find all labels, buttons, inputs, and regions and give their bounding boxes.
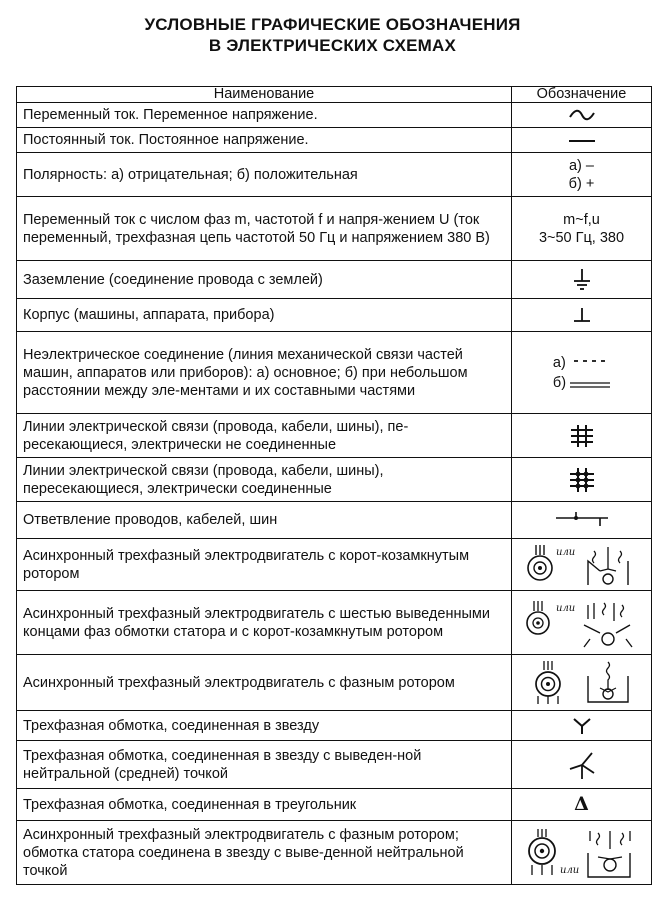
row-symbol	[512, 332, 652, 414]
row-symbol	[512, 414, 652, 458]
ac-phase-example: 3~50 Гц, 380	[538, 229, 625, 246]
row-name: Асинхронный трехфазный электродвигатель с корот-козамкнутым ротором	[17, 539, 512, 591]
row-name: Трехфазная обмотка, соединенная в треугольник	[17, 789, 512, 821]
table-row	[17, 539, 652, 591]
row-name: Трехфазная обмотка, соединенная в звезду с выведен-ной нейтральной (средней) точкой	[17, 741, 512, 789]
polarity-symbol	[569, 157, 595, 193]
polarity-negative: а) –	[568, 157, 594, 174]
row-symbol	[512, 103, 652, 128]
row-symbol	[512, 655, 652, 711]
table-row	[17, 197, 652, 261]
connected-wires-icon	[568, 466, 596, 494]
table-row	[17, 299, 652, 332]
row-symbol	[512, 458, 652, 502]
table-row	[17, 458, 652, 502]
table-row	[17, 332, 652, 414]
table-row	[17, 821, 652, 885]
row-name: Линии электрической связи (провода, кабели, шины), пе-ресекающиеся, электрически не соединенные	[17, 414, 512, 458]
row-name: Полярность: а) отрицательная; б) положительная	[17, 153, 512, 197]
row-symbol	[512, 299, 652, 332]
row-name: Ответвление проводов, кабелей, шин	[17, 502, 512, 539]
page-title	[0, 14, 665, 56]
wound-rotor-star-motor-icon	[518, 825, 648, 881]
header-name: Наименование	[17, 87, 512, 103]
mech-link-b-label: б)	[552, 374, 567, 391]
row-name: Постоянный ток. Постоянное напряжение.	[17, 128, 512, 153]
row-name: Неэлектрическое соединение (линия механической связи частей машин, аппаратов или приборов): а) основное; б) при небольшом расстоянии между эле-ментами и их составными частями	[17, 332, 512, 414]
tilde-icon	[567, 107, 597, 123]
six-lead-motor-icon	[518, 595, 648, 651]
row-name: Линии электрической связи (провода, кабели, шины), пересекающиеся, электрически соединенные	[17, 458, 512, 502]
or-label: или	[556, 602, 576, 614]
row-symbol	[512, 741, 652, 789]
table-row	[17, 153, 652, 197]
row-symbol	[512, 261, 652, 299]
ground-icon	[570, 267, 594, 293]
crossing-wires-icon	[569, 423, 595, 449]
delta-winding-icon: Δ	[574, 792, 589, 815]
table-row	[17, 414, 652, 458]
row-symbol	[512, 821, 652, 885]
row-symbol	[512, 197, 652, 261]
row-name: Асинхронный трехфазный электродвигатель с шестью выведенными концами фаз обмотки статора и с корот-козамкнутым ротором	[17, 591, 512, 655]
chassis-icon	[571, 305, 593, 325]
symbols-table	[16, 86, 652, 885]
row-name: Корпус (машины, аппарата, прибора)	[17, 299, 512, 332]
double-line-icon	[570, 379, 610, 389]
mech-link-a-label: а)	[552, 354, 566, 371]
dashed-line-icon	[574, 357, 610, 365]
branch-icon	[552, 510, 612, 530]
table-row	[17, 591, 652, 655]
or-label: или	[556, 546, 576, 558]
table-row	[17, 261, 652, 299]
table-header-row	[17, 87, 652, 103]
table-row	[17, 741, 652, 789]
wound-rotor-motor-icon	[518, 658, 648, 708]
row-name: Асинхронный трехфазный электродвигатель с фазным ротором; обмотка статора соединена в звезду с выве-денной нейтральной точкой	[17, 821, 512, 885]
row-symbol	[512, 502, 652, 539]
header-symbol: Обозначение	[512, 87, 652, 103]
row-symbol	[512, 711, 652, 741]
squirrel-cage-motor-icon	[518, 541, 648, 589]
row-symbol	[512, 789, 652, 821]
row-symbol	[512, 539, 652, 591]
table-row	[17, 103, 652, 128]
row-symbol	[512, 153, 652, 197]
row-name: Переменный ток с числом фаз m, частотой f и напря-жением U (ток переменный, трехфазная цепь частотой 50 Гц и напряжением 380 В)	[17, 197, 512, 261]
title-line-1: УСЛОВНЫЕ ГРАФИЧЕСКИЕ ОБОЗНАЧЕНИЯ	[144, 15, 521, 34]
or-label: или	[560, 864, 580, 876]
row-symbol	[512, 591, 652, 655]
row-symbol	[512, 128, 652, 153]
row-name: Трехфазная обмотка, соединенная в звезду	[17, 711, 512, 741]
table-row	[17, 502, 652, 539]
dash-icon	[567, 134, 597, 146]
table-row	[17, 711, 652, 741]
star-winding-icon	[569, 715, 595, 737]
table-row	[17, 128, 652, 153]
mechanical-link-symbol	[553, 353, 610, 393]
row-name: Заземление (соединение провода с землей)	[17, 261, 512, 299]
ac-phase-formula: m~f,u	[563, 211, 600, 228]
title-line-2: В ЭЛЕКТРИЧЕСКИХ СХЕМАХ	[208, 36, 457, 55]
row-name: Асинхронный трехфазный электродвигатель с фазным ротором	[17, 655, 512, 711]
row-name: Переменный ток. Переменное напряжение.	[17, 103, 512, 128]
table-row	[17, 789, 652, 821]
polarity-positive: б) +	[568, 175, 595, 192]
star-neutral-winding-icon	[564, 747, 600, 783]
ac-phase-symbol	[539, 211, 624, 247]
table-row	[17, 655, 652, 711]
